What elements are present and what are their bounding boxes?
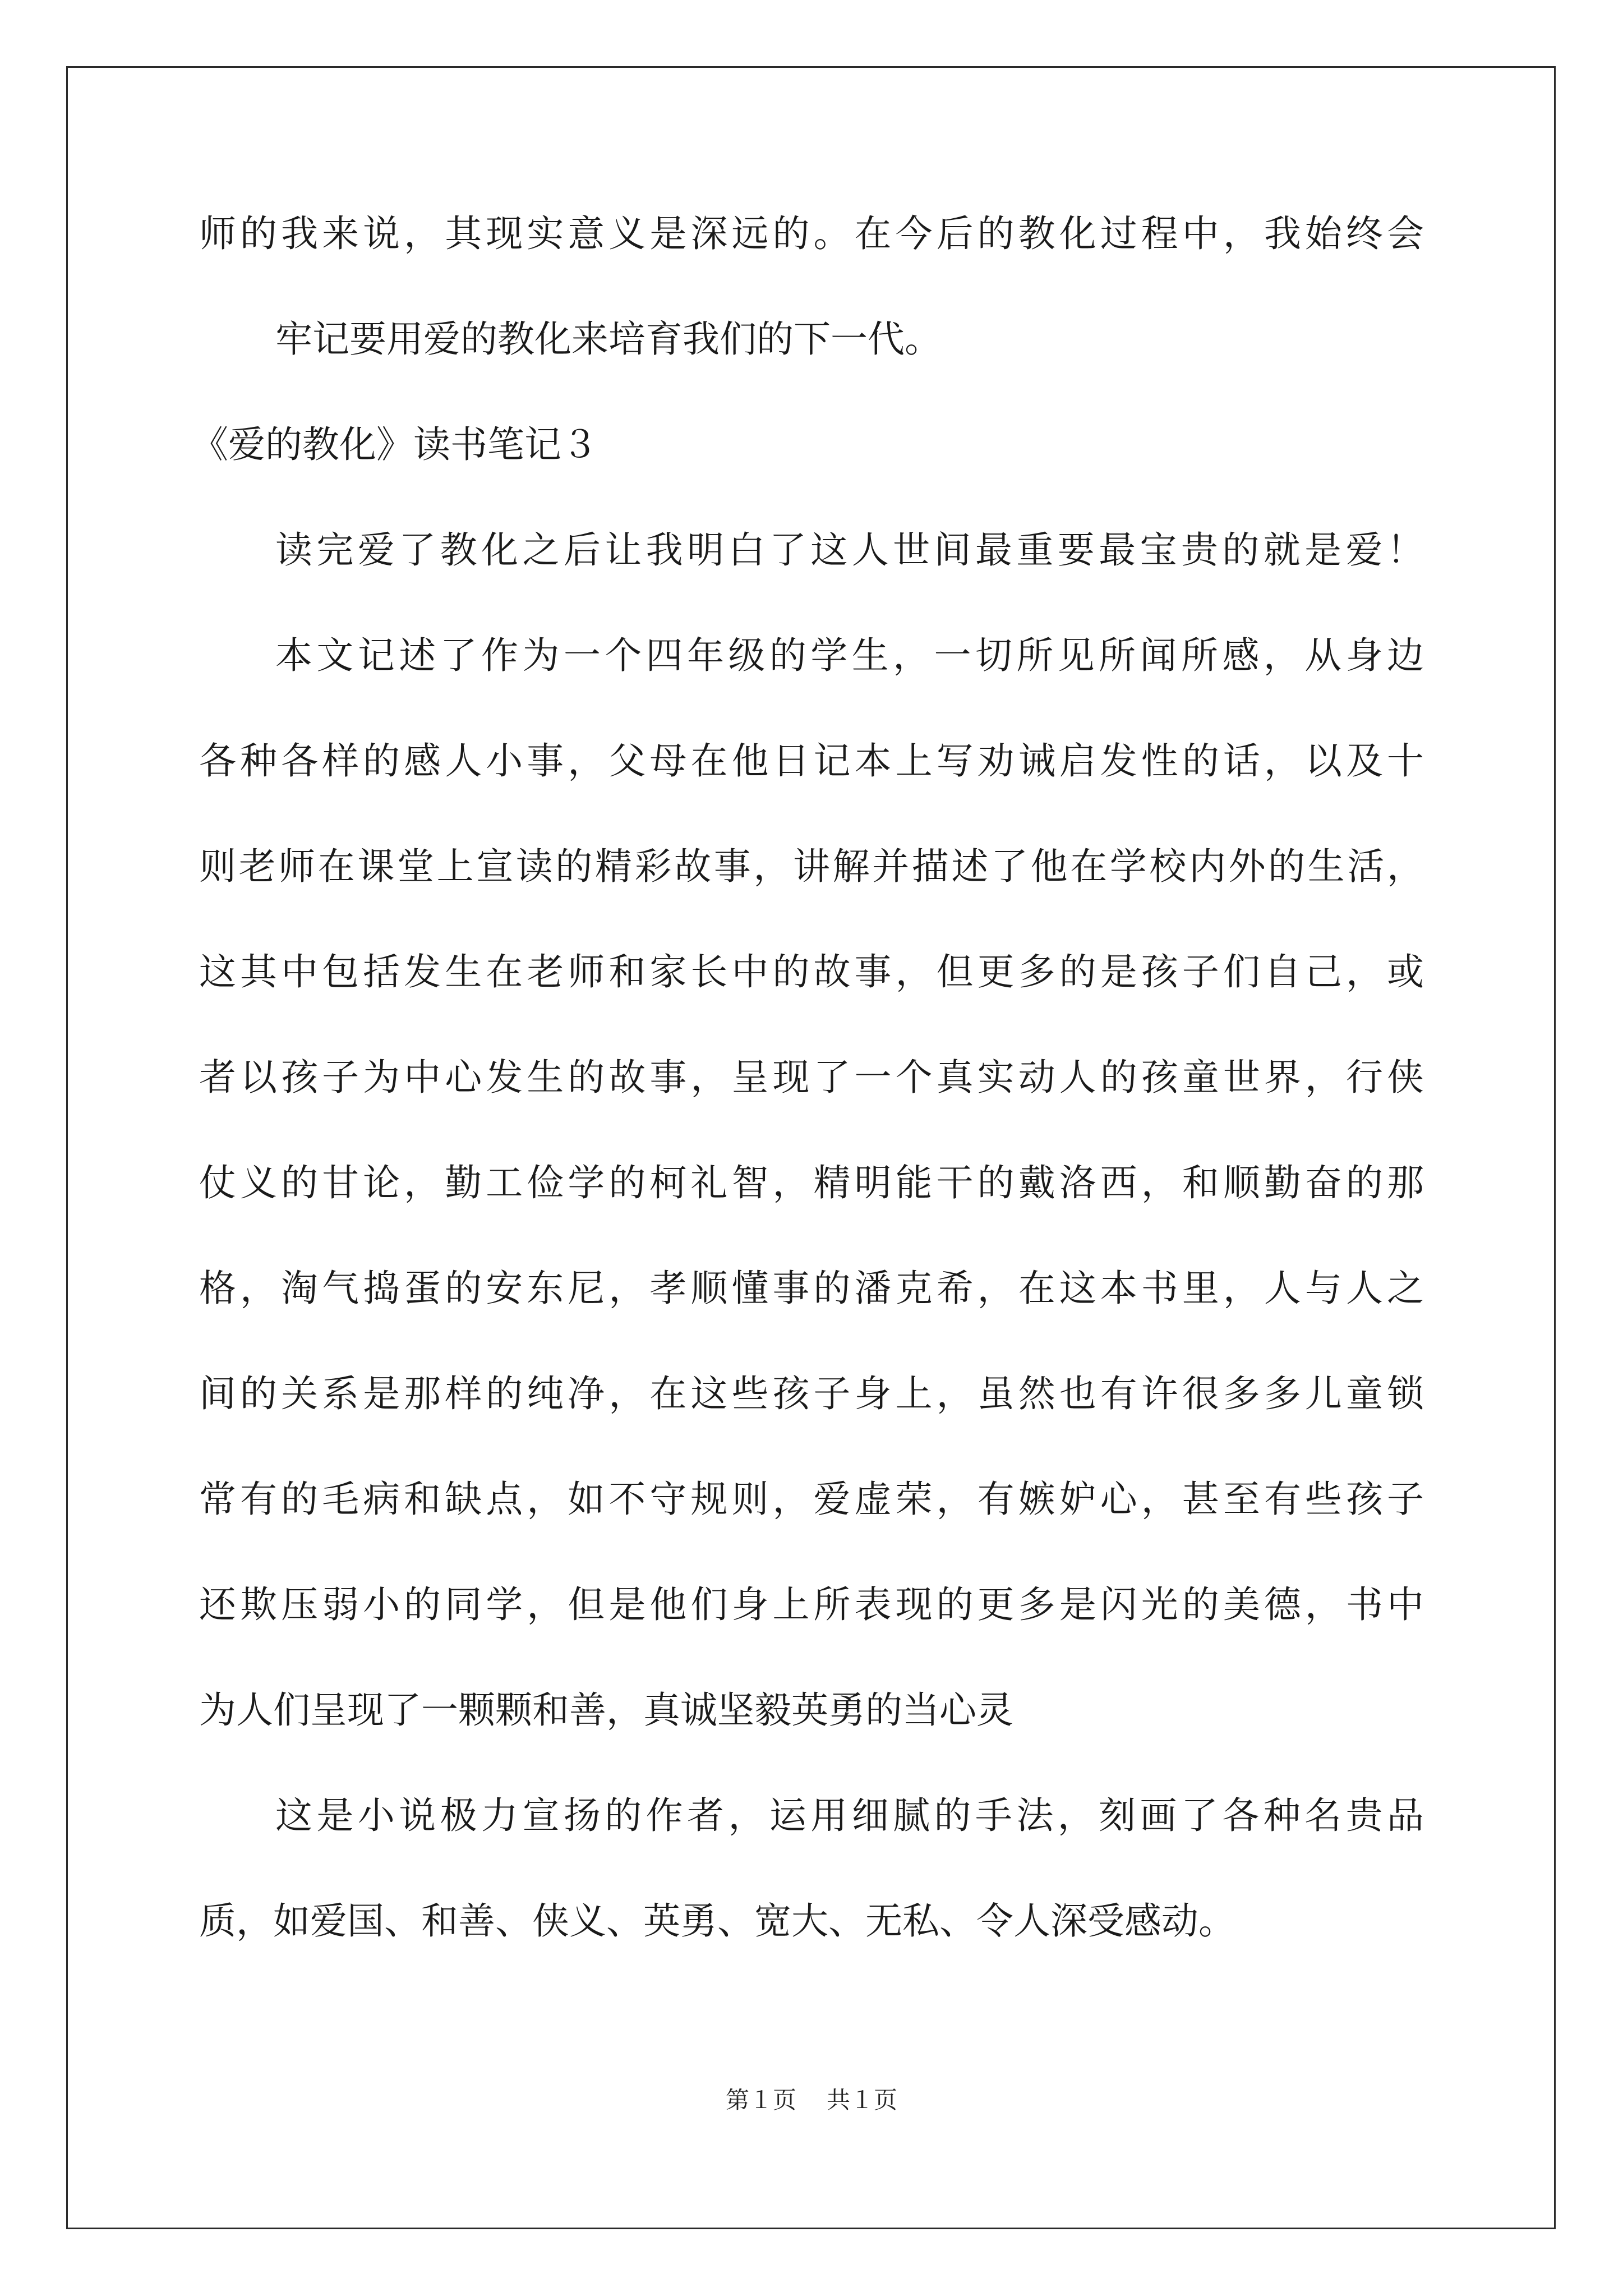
page-total: 共１页 xyxy=(827,2086,898,2114)
paragraph-line: 还欺压弱小的同学，但是他们身上所表现的更多是闪光的美德，书中 xyxy=(199,1583,1424,1626)
paragraph-line: 这是小说极力宣扬的作者，运用细腻的手法，刻画了各种名贵品 xyxy=(275,1794,1424,1837)
page-footer xyxy=(0,2083,1623,2117)
paragraph-line: 则老师在课堂上宣读的精彩故事，讲解并描述了他在学校内外的生活， xyxy=(199,845,1424,888)
document-body xyxy=(191,208,1424,2000)
paragraph-line: 为人们呈现了一颗颗和善，真诚坚毅英勇的当心灵 xyxy=(199,1688,1013,1732)
paragraph-line: 各种各样的感人小事，父母在他日记本上写劝诫启发性的话，以及十 xyxy=(199,739,1424,783)
paragraph-line: 读完爱了教化之后让我明白了这人世间最重要最宝贵的就是爱！ xyxy=(275,528,1424,572)
paragraph-line: 质，如爱国、和善、侠义、英勇、宽大、无私、令人深受感动。 xyxy=(199,1899,1235,1943)
section-heading: 《爱的教化》读书笔记３ xyxy=(191,423,598,466)
paragraph-line: 常有的毛病和缺点，如不守规则，爱虚荣，有嫉妒心，甚至有些孩子 xyxy=(199,1478,1424,1521)
paragraph-line: 师的我来说，其现实意义是深远的。在今后的教化过程中，我始终会 xyxy=(199,212,1424,255)
page-number: 第１页 xyxy=(725,2086,796,2114)
paragraph-line: 格，淘气捣蛋的安东尼，孝顺懂事的潘克希，在这本书里，人与人之 xyxy=(199,1267,1424,1310)
paragraph-line: 者以孩子为中心发生的故事，呈现了一个真实动人的孩童世界，行侠 xyxy=(199,1056,1424,1099)
paragraph-line: 这其中包括发生在老师和家长中的故事，但更多的是孩子们自己，或 xyxy=(199,950,1424,993)
paragraph-line: 间的关系是那样的纯净，在这些孩子身上，虽然也有许很多多儿童锁 xyxy=(199,1372,1424,1415)
paragraph-line: 本文记述了作为一个四年级的学生，一切所见所闻所感，从身边 xyxy=(275,634,1424,677)
paragraph-line: 仗义的甘论，勤工俭学的柯礼智，精明能干的戴洛西，和顺勤奋的那 xyxy=(199,1161,1424,1204)
paragraph-line: 牢记要用爱的教化来培育我们的下一代。 xyxy=(275,318,942,361)
